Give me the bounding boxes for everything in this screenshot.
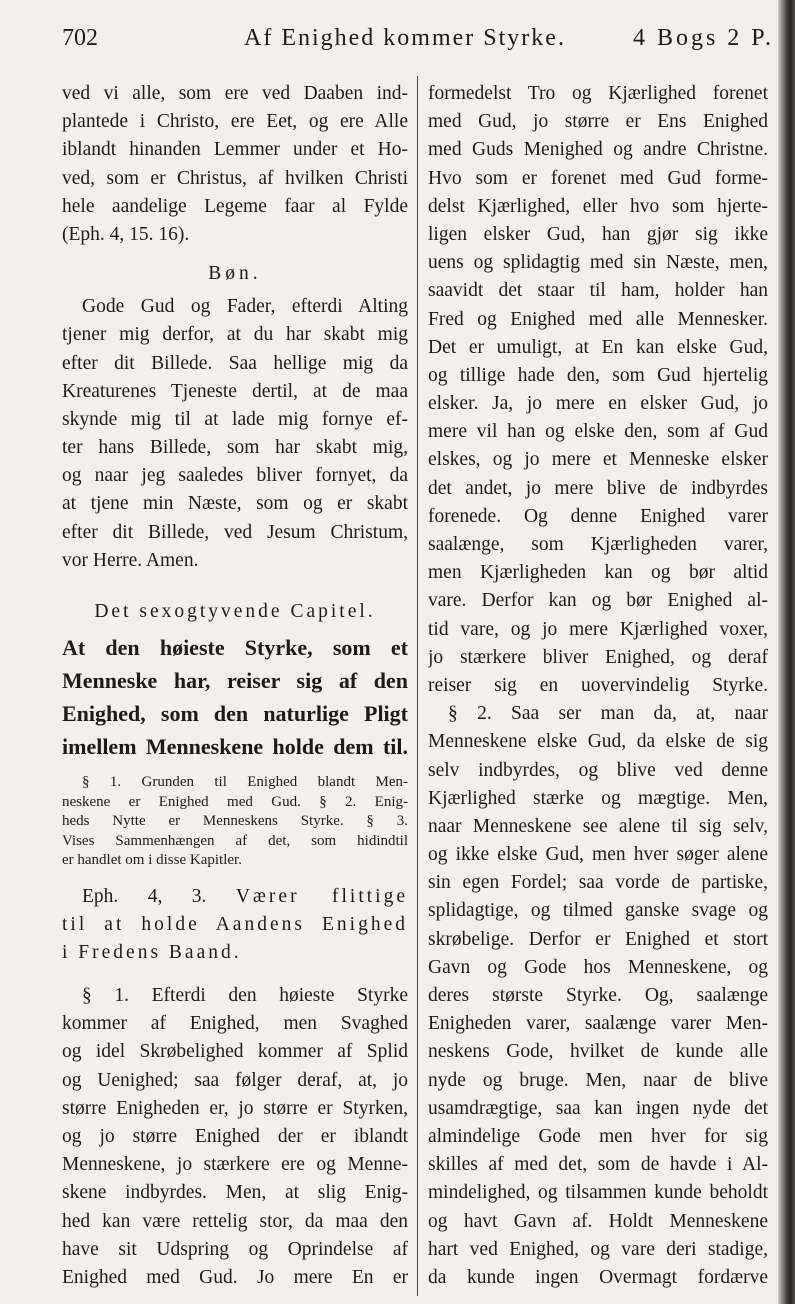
- text-line: reiser sig en uovervindelig Styrke.: [428, 674, 768, 696]
- text-line: § 1. Efterdi den høieste Styrke: [82, 985, 408, 1007]
- text-line: større Enigheden er, jo større er Styrken,: [62, 1097, 408, 1119]
- text-line: Hvo som er forenet med Gud forme-: [428, 167, 768, 189]
- text-line: mere vil han og elske den, som af Gud: [428, 421, 768, 443]
- text-line: og tillige hade den, som Gud hjertelig: [428, 364, 768, 386]
- text-line: efter dit Billede, ved Jesum Christum,: [62, 521, 408, 543]
- text-line: elskes, og jo mere et Menneske elsker: [428, 449, 768, 471]
- text-line: hed kan være rettelig stor, da maa den: [62, 1210, 408, 1232]
- text-line: mindelighed, og tilsammen kunde beholdt: [428, 1182, 768, 1204]
- motto-line: Værer flittige: [235, 885, 408, 907]
- text-line: skrøbelige. Derfor er Enighed et stort: [428, 928, 768, 950]
- text-line: usamdrægtige, saa kan ingen nyde det: [428, 1097, 768, 1119]
- text-line: hele aandelige Legeme faar al Fylde: [62, 195, 408, 217]
- text-line: plantede i Christo, ere Eet, og ere Alle: [62, 111, 408, 133]
- text-line: tid vare, og jo mere Kjærlighed voxer,: [428, 618, 768, 640]
- page-number: 702: [62, 25, 98, 51]
- text-line: og havt Gavn af. Holdt Menneskene: [428, 1210, 768, 1232]
- text-line: med Guds Menighed og andre Christne.: [428, 139, 768, 161]
- text-line: Gavn og Gode hos Menneskene, og: [428, 956, 768, 978]
- text-line: hart ved Enighed, og vare deri stadige,: [428, 1238, 768, 1260]
- text-line: skene indbyrdes. Men, at slig Enig-: [62, 1182, 408, 1204]
- motto-line: i Fredens Baand.: [62, 941, 242, 963]
- section-marker: 4 Bogs 2 P.: [632, 25, 774, 51]
- text-line: Det er umuligt, at En kan elske Gud,: [428, 336, 768, 358]
- left-column: [62, 80, 408, 1292]
- text-line: tjener mig derfor, at du har skabt mig: [62, 324, 408, 346]
- text-line: og naar jeg saaledes bliver fornyet, da: [62, 465, 408, 487]
- text-line: sin egen Fordel; saa vorde de partiske,: [428, 872, 768, 894]
- text-line: og ikke elske Gud, men hver søger alene: [428, 844, 768, 866]
- text-line: ved vi alle, som ere ved Daaben ind-: [62, 83, 408, 104]
- text-line: have sit Udspring og Oprindelse af: [62, 1238, 408, 1260]
- text-line: og jo større Enighed der er iblandt: [62, 1126, 408, 1147]
- text-line: vor Herre. Amen.: [62, 549, 199, 571]
- text-line: Enighed med Gud. Jo mere En er: [62, 1266, 408, 1288]
- text-line: Kjærlighed stærke og mægtige. Men,: [428, 787, 768, 809]
- text-line: kommer af Enighed, men Svaghed: [62, 1013, 408, 1035]
- text-line: at tjene min Næste, som og er skabt: [62, 493, 408, 515]
- text-line: med Gud, jo større er Ens Enighed: [428, 111, 768, 133]
- text-line: skynde mig til at lade mig fornye ef-: [62, 408, 408, 430]
- motto-reference: Eph. 4, 3.: [82, 885, 207, 907]
- text-line: Fred og Enighed med alle Mennesker.: [428, 308, 768, 330]
- chapter-heading-line: Enighed, som den naturlige Pligt: [62, 701, 408, 726]
- prayer: [62, 293, 408, 575]
- text-line: efter dit Billede. Saa hellige mig da: [62, 352, 408, 374]
- text-line: deres største Styrke. Og, saalænge: [428, 985, 768, 1006]
- text-line: saalænge, som Kjærligheden varer,: [428, 534, 768, 555]
- section-1: [62, 982, 408, 1292]
- text-line: nyde og bruge. Men, naar de blive: [428, 1069, 768, 1091]
- text-line: iblandt hinanden Lemmer under et Ho-: [62, 139, 408, 161]
- text-line: da kunde ingen Overmagt fordærve: [428, 1266, 768, 1288]
- text-line: § 2. Saa ser man da, at, naar: [448, 703, 768, 725]
- running-header: [62, 20, 774, 56]
- running-title: Af Enighed kommer Styrke.: [244, 25, 566, 51]
- text-line: skilles af med det, som de havde i Al-: [428, 1154, 768, 1176]
- chapter-heading-line: At den høieste Styrke, som et: [62, 635, 408, 660]
- text-line: delst Kjærlighed, eller hvo som hjerte-: [428, 195, 768, 217]
- text-line: Menneskene elske Gud, da elske de sig: [428, 731, 768, 753]
- text-line: saavidt det staar til ham, holder han: [428, 280, 768, 302]
- scripture-motto: [62, 883, 408, 968]
- text-line: det andet, jo mere blive de indbyrdes: [428, 477, 768, 499]
- text-line: og idel Skrøbelighed kommer af Splid: [62, 1041, 408, 1063]
- text-line: almindelige Gode men hver for sig: [428, 1125, 768, 1147]
- text-line: Kreaturenes Tjeneste dertil, at de maa: [62, 380, 408, 402]
- text-line: og Uenighed; saa følger deraf, at, jo: [62, 1069, 408, 1091]
- chapter-heading-line: imellem Menneskene holde dem til.: [62, 734, 408, 759]
- text-line: Gode Gud og Fader, efterdi Alting: [82, 296, 408, 318]
- text-line: ved, som er Christus, af hvilken Christi: [62, 167, 408, 189]
- text-line: (Eph. 4, 15. 16).: [62, 223, 190, 245]
- text-line: forenede. Og denne Enighed varer: [428, 505, 768, 527]
- text-line: Enigheden varer, saalænge varer Men-: [428, 1013, 768, 1035]
- text-line: vare. Derfor kan og bør Enighed al-: [428, 590, 768, 612]
- summary-line: er handlet om i disse Kapitler.: [62, 852, 242, 868]
- text-line: men Kjærligheden kan og bør altid: [428, 562, 768, 584]
- text-line: ligen elsker Gud, han gjør sig ikke: [428, 223, 768, 245]
- summary-line: Vises Sammenhængen af det, som hidindtil: [62, 832, 408, 849]
- closing-paragraph: [62, 80, 408, 249]
- text-line: jo stærkere bliver Enighed, og deraf: [428, 646, 768, 668]
- chapter-heading-line: Menneske har, reiser sig af den: [62, 668, 408, 693]
- text-line: splidagtige, og tilmed ganske svage og: [428, 900, 768, 922]
- prayer-title: Bøn.: [208, 263, 262, 285]
- text-line: elsker. Ja, jo mere en elsker Gud, jo: [428, 393, 768, 415]
- page-edge-shadow: [778, 0, 795, 1304]
- chapter-summary: [62, 773, 408, 871]
- text-line: Menneskene, jo stærkere ere og Menne-: [62, 1154, 408, 1176]
- text-line: formedelst Tro og Kjærlighed forenet: [428, 83, 768, 104]
- text-line: naar Menneskene see alene til sig selv,: [428, 815, 768, 837]
- summary-line: § 1. Grunden til Enighed blandt Men-: [82, 774, 408, 790]
- chapter-heading: [62, 631, 408, 763]
- motto-first-line: [62, 883, 408, 911]
- text-line: selv indbyrdes, og blive ved denne: [428, 759, 768, 781]
- chapter-label: Det sexogtyvende Capitel.: [94, 601, 376, 622]
- text-line: neskens Gode, hvilket de kunde alle: [428, 1041, 768, 1063]
- text-line: uens og splidagtig med sin Næste, men,: [428, 252, 768, 274]
- text-line: ter hans Billede, som har skabt mig,: [62, 437, 408, 459]
- motto-line: til at holde Aandens Enighed: [62, 913, 408, 935]
- column-divider: [417, 76, 418, 1296]
- right-column: [428, 80, 768, 1292]
- summary-line: heds Nytte er Menneskens Styrke. § 3.: [62, 813, 408, 829]
- summary-line: neskene er Enighed med Gud. § 2. Enig-: [62, 793, 408, 810]
